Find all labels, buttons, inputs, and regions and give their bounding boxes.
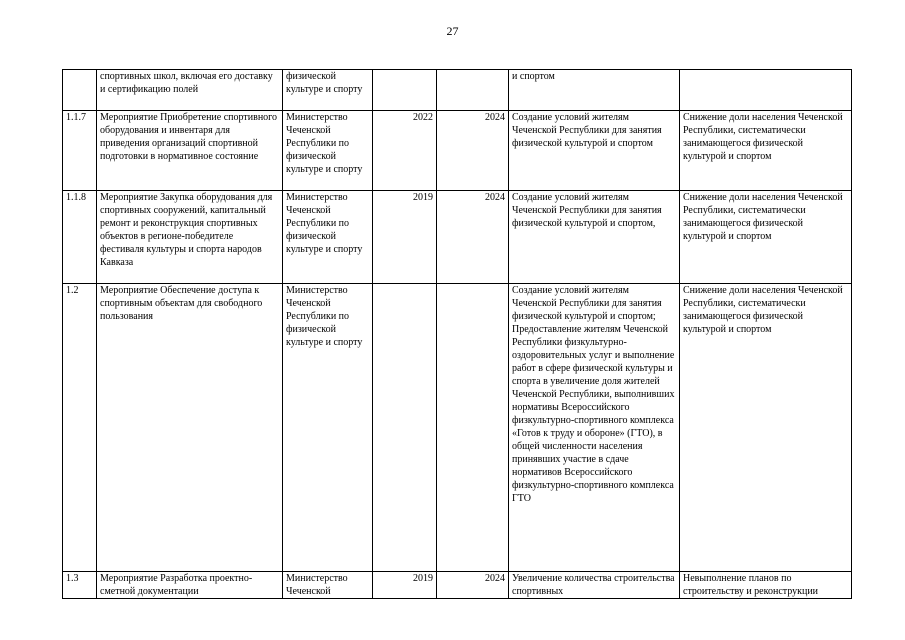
start-year-cell: 2019 xyxy=(373,191,437,284)
result-cell: Создание условий жителям Чеченской Республики для занятия физической культурой и спортом xyxy=(509,111,680,191)
executor-cell: Министерство Чеченской Республики по физической культуре и спорту xyxy=(283,191,373,284)
measure-cell: Мероприятие Приобретение спортивного оборудования и инвентаря для приведения организаций спортивной подготовки в нормативное состояние xyxy=(97,111,283,191)
table-row xyxy=(63,70,852,111)
end-year-cell xyxy=(437,284,509,572)
start-year-cell: 2019 xyxy=(373,572,437,599)
consequence-cell xyxy=(680,70,852,111)
row-number: 1.3 xyxy=(63,572,97,599)
start-year-cell: 2022 xyxy=(373,111,437,191)
result-cell: Увеличение количества строительства спортивных xyxy=(509,572,680,599)
table-row xyxy=(63,111,852,191)
start-year-cell xyxy=(373,70,437,111)
executor-cell: Министерство Чеченской Республики по физической культуре и спорту xyxy=(283,111,373,191)
measures-table xyxy=(62,69,852,599)
consequence-cell: Снижение доли населения Чеченской Республики, систематически занимающегося физической культурой и спортом xyxy=(680,191,852,284)
consequence-cell: Снижение доли населения Чеченской Республики, систематически занимающегося физической культурой и спортом xyxy=(680,111,852,191)
table-row xyxy=(63,572,852,599)
measure-cell: спортивных школ, включая его доставку и сертификацию полей xyxy=(97,70,283,111)
consequence-cell: Снижение доли населения Чеченской Республики, систематически занимающегося физической культурой и спортом xyxy=(680,284,852,572)
result-cell: Создание условий жителям Чеченской Республики для занятия физической культурой и спортом; Предоставление жителям Чеченской Республики физкультурно-оздоровительных услуг и выполнение работ в сфере физической культуры и спорта в увеличение доля жителей Чеченской Республики, выполнивших нормативы Всероссийского физкультурно-спортивного комплекса «Готов к труду и обороне» (ГТО), в общей численности населения принявших участие в сдаче нормативов Всероссийского физкультурно-спортивного комплекса ГТО xyxy=(509,284,680,572)
result-cell: и спортом xyxy=(509,70,680,111)
row-number: 1.2 xyxy=(63,284,97,572)
start-year-cell xyxy=(373,284,437,572)
table-row xyxy=(63,191,852,284)
consequence-cell: Невыполнение планов по строительству и реконструкции xyxy=(680,572,852,599)
result-cell: Создание условий жителям Чеченской Республики для занятия физической культурой и спортом, xyxy=(509,191,680,284)
end-year-cell xyxy=(437,70,509,111)
end-year-cell: 2024 xyxy=(437,191,509,284)
table-row xyxy=(63,284,852,572)
executor-cell: Министерство Чеченской xyxy=(283,572,373,599)
measure-cell: Мероприятие Закупка оборудования для спортивных сооружений, капитальный ремонт и реконструкция спортивных объектов в регионе-победителе фестиваля культуры и спорта народов Кавказа xyxy=(97,191,283,284)
measure-cell: Мероприятие Обеспечение доступа к спортивным объектам для свободного пользования xyxy=(97,284,283,572)
row-number: 1.1.7 xyxy=(63,111,97,191)
end-year-cell: 2024 xyxy=(437,572,509,599)
measure-cell: Мероприятие Разработка проектно-сметной документации xyxy=(97,572,283,599)
executor-cell: Министерство Чеченской Республики по физической культуре и спорту xyxy=(283,284,373,572)
end-year-cell: 2024 xyxy=(437,111,509,191)
row-number xyxy=(63,70,97,111)
row-number: 1.1.8 xyxy=(63,191,97,284)
page-number: 27 xyxy=(446,24,459,38)
executor-cell: физической культуре и спорту xyxy=(283,70,373,111)
